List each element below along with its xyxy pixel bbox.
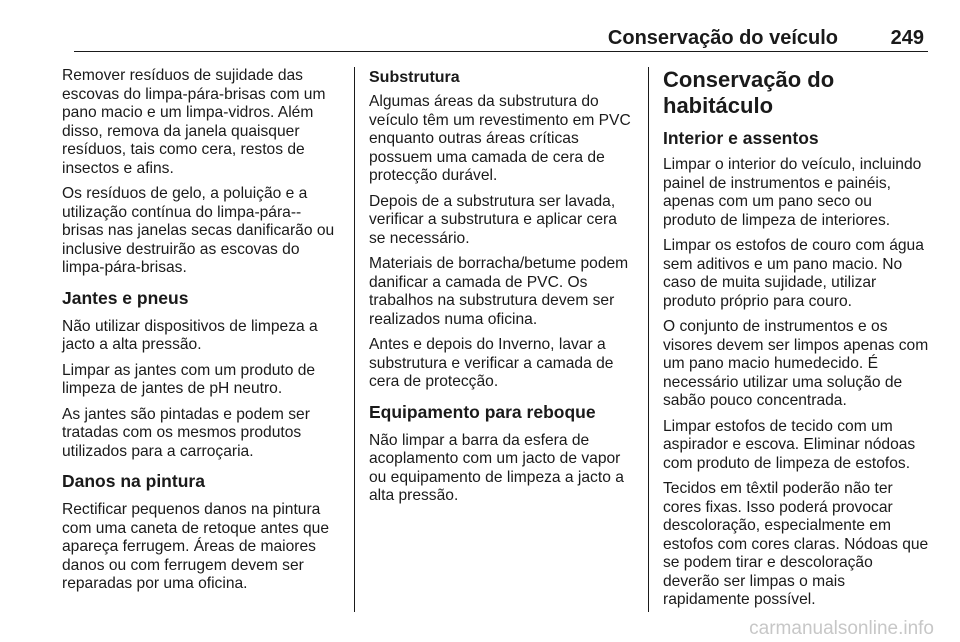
column-right <box>663 67 929 617</box>
paragraph: Depois de a substrutura ser lavada, verificar a substrutura e aplicar cera se necessário. <box>369 192 617 247</box>
paragraph: As jantes são pintadas e podem ser tratadas com os mesmos produtos utilizados para a carroçaria. <box>62 405 310 460</box>
paragraph: Não limpar a barra da esfera de acoplamento com um jacto de vapor ou equipamento de limpeza a jacto a alta pressão. <box>369 431 624 504</box>
page-header <box>74 0 928 52</box>
paragraph: Algumas áreas da substrutura do veículo têm um revestimento em PVC enquanto outras áreas críticas possuem uma camada de cera de protecção durável. <box>369 93 631 184</box>
column-left <box>62 67 342 601</box>
paragraph: Não utilizar dispositivos de limpeza a jacto a alta pressão. <box>62 317 318 353</box>
column-divider <box>648 67 649 612</box>
paragraph: Tecidos em têxtil poderão não ter cores fixas. Isso poderá provocar descoloração, especialmente em estofos com cores claras. Nódoas que se podem tirar e descoloração deverão ser limpas o mais rapidamente possível. <box>663 480 929 608</box>
section-heading-jantes: Jantes e pneus <box>62 287 189 308</box>
page-title: Conservação do veículo <box>607 27 838 49</box>
section-heading-interior: Interior e assentos <box>663 128 819 148</box>
column-divider <box>354 67 355 612</box>
paragraph: Limpar estofos de tecido com um aspirador e escova. Eliminar nódoas com produto de limpeza de estofos. <box>663 417 916 472</box>
paragraph: O conjunto de instrumentos e os visores devem ser limpos apenas com um pano macio humedecido. É necessário utilizar uma solução de sabão pouco concentrada. <box>663 318 929 409</box>
chapter-heading: Conservação do habitáculo <box>663 67 835 118</box>
paragraph: Os resíduos de gelo, a poluição e a utilização contínua do limpa-pára--brisas nas janelas secas danificarão ou inclusive destruirão as escovas do limpa-pára-brisas. <box>62 185 335 276</box>
section-heading-danos: Danos na pintura <box>62 471 205 491</box>
paragraph: Rectificar pequenos danos na pintura com uma caneta de retoque antes que apareça ferrugem. Áreas de maiores danos ou com ferrugem devem ser reparadas por uma oficina. <box>62 501 330 592</box>
paragraph: Limpar o interior do veículo, incluindo painel de instrumentos e painéis, apenas com um pano seco ou produto de limpeza de interiores. <box>663 156 922 229</box>
paragraph: Limpar as jantes com um produto de limpeza de jantes de pH neutro. <box>62 361 316 397</box>
paragraph: Remover resíduos de sujidade das escovas do limpa-pára-brisas com um pano macio e um limpa-vidros. Além disso, remova da janela quaisquer resíduos, tais como cera, restos de insectos e afins. <box>62 67 326 177</box>
watermark: carmanualsonline.info <box>749 618 934 639</box>
section-heading-equipamento: Equipamento para reboque <box>369 401 596 422</box>
paragraph: Limpar os estofos de couro com água sem aditivos e um pano macio. No caso de muita sujidade, utilizar produto próprio para couro. <box>663 237 924 310</box>
page-number: 249 <box>890 27 924 49</box>
column-middle <box>369 67 633 513</box>
paragraph: Antes e depois do Inverno, lavar a substrutura e verificar a camada de cera de protecção. <box>369 336 614 390</box>
section-heading-substrutura: Substrutura <box>369 69 460 86</box>
paragraph: Materiais de borracha/betume podem danificar a camada de PVC. Os trabalhos na substrutura devem ser realizados numa oficina. <box>369 255 629 328</box>
